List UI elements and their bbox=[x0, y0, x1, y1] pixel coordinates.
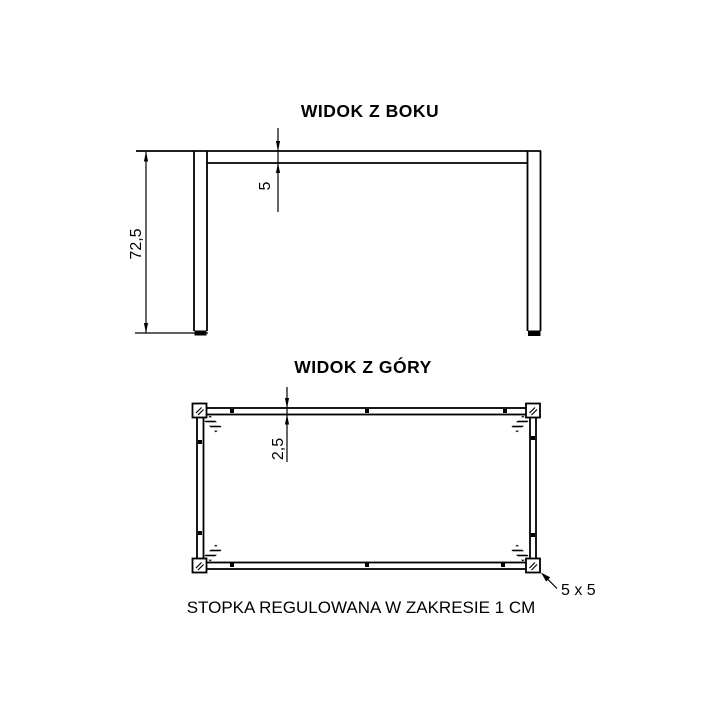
corner-leg-top-right bbox=[526, 404, 540, 418]
arrow-up-icon bbox=[276, 163, 280, 173]
top-view-title: WIDOK Z GÓRY bbox=[294, 357, 432, 377]
caption: STOPKA REGULOWANA W ZAKRESIE 1 CM bbox=[186, 598, 536, 617]
arrow-up-icon bbox=[285, 415, 289, 425]
arrow-up-icon bbox=[144, 152, 148, 162]
beam-width-dimension bbox=[270, 387, 289, 462]
leg-size-label: 5 x 5 bbox=[561, 582, 596, 599]
right-foot bbox=[528, 331, 541, 337]
leg-size-callout bbox=[541, 573, 596, 600]
beam-thickness-label: 5 bbox=[257, 181, 274, 191]
side-view bbox=[128, 101, 541, 336]
frame-inner-outline bbox=[204, 415, 531, 563]
arrow-down-icon bbox=[285, 398, 289, 408]
corner-leg-bottom-left bbox=[193, 559, 207, 573]
height-dimension-label: 72,5 bbox=[128, 228, 145, 260]
arrow-down-icon bbox=[144, 323, 148, 333]
beam-width-label: 2,5 bbox=[270, 437, 287, 461]
corner-leg-top-left bbox=[193, 404, 207, 418]
right-leg bbox=[528, 151, 541, 336]
corner-leg-bottom-right bbox=[526, 559, 540, 573]
beam-thickness-dimension bbox=[257, 128, 280, 212]
mounting-ticks bbox=[198, 409, 535, 567]
arrow-down-icon bbox=[276, 141, 280, 151]
left-leg bbox=[194, 151, 207, 336]
height-dimension bbox=[128, 152, 148, 334]
top-view bbox=[193, 356, 596, 599]
frame-outer-outline bbox=[197, 408, 536, 569]
side-view-title: WIDOK Z BOKU bbox=[300, 101, 440, 121]
